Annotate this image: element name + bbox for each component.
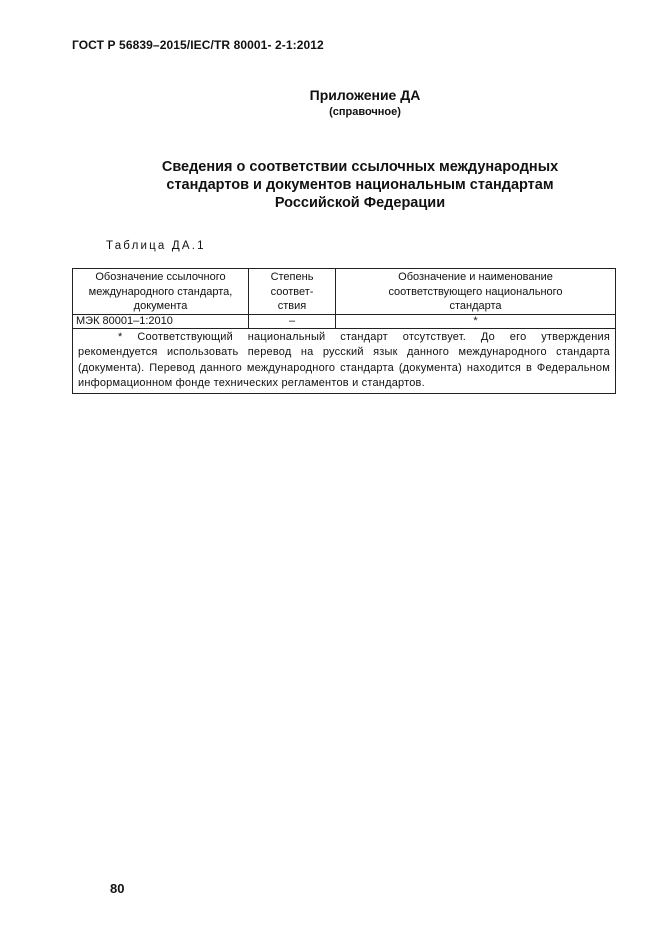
table-row xyxy=(73,314,616,328)
cell-national-standard: * xyxy=(336,314,616,328)
section-title-line-1: Сведения о соответствии ссылочных международных xyxy=(161,159,559,175)
table-caption: Таблица ДА.1 xyxy=(106,240,206,252)
table-header-row xyxy=(73,269,616,315)
column-header-national-standard: Обозначение и наименование соответствующего национального стандарта xyxy=(336,269,616,315)
column-header-degree: Степень соответ-ствия xyxy=(249,269,336,315)
annex-subtitle: (справочное) xyxy=(329,106,401,118)
table-footnote: * Соответствующий национальный стандарт отсутствует. До его утверждения рекомендуется использовать перевод на русский язык данного международного стандарта (документа). Перевод данного международного стандарта (документа) находится в Федеральном информационном фонде технических регламентов и стандартов. xyxy=(78,330,610,389)
correspondence-table xyxy=(72,268,616,394)
page-number: 80 xyxy=(110,881,125,896)
section-title-line-3: Российской Федерации xyxy=(274,195,446,211)
document-header-code: ГОСТ Р 56839–2015/IEC/TR 80001- 2-1:2012 xyxy=(72,38,324,52)
section-title-line-2: стандартов и документов национальным стандартам xyxy=(166,177,554,193)
cell-designation: МЭК 80001–1:2010 xyxy=(73,314,249,328)
annex-title: Приложение ДА xyxy=(309,87,421,103)
cell-degree: – xyxy=(249,314,336,328)
section-title xyxy=(110,158,610,212)
column-header-designation: Обозначение ссылочного международного стандарта, документа xyxy=(73,269,249,315)
table-note-row xyxy=(73,328,616,393)
